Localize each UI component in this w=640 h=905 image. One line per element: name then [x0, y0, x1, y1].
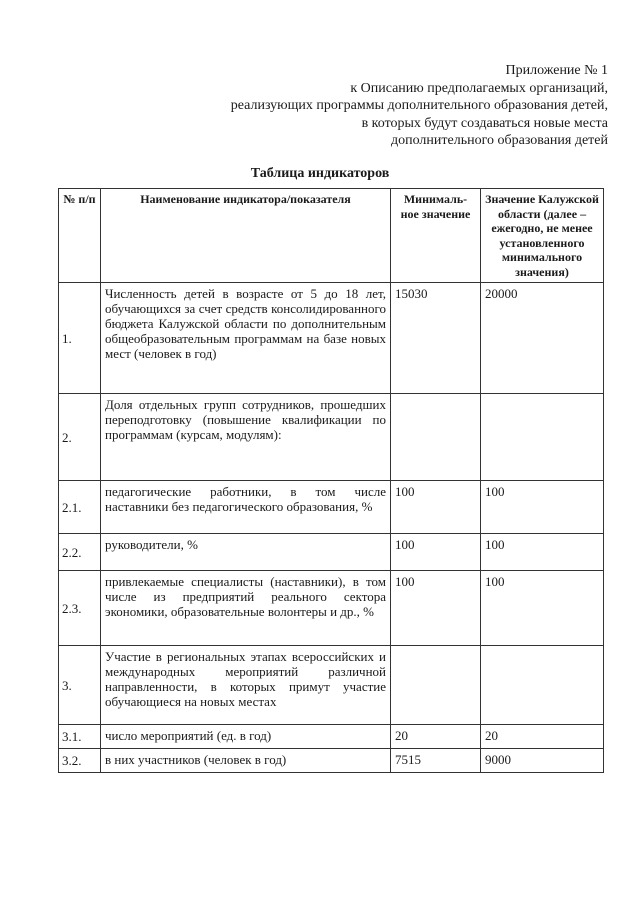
row-num: 3.	[59, 646, 101, 725]
row-num: 2.2.	[59, 534, 101, 571]
row-min: 20	[391, 725, 481, 749]
table-row	[59, 646, 604, 725]
row-name: Доля отдельных групп сотрудников, прошедших переподготовку (повышение квалификации по программам (курсам, модулям):	[101, 394, 391, 481]
row-min	[391, 646, 481, 725]
row-region: 20	[481, 725, 604, 749]
row-num: 3.2.	[59, 749, 101, 773]
row-min	[391, 394, 481, 481]
row-region: 9000	[481, 749, 604, 773]
row-name: руководители, %	[101, 534, 391, 571]
table-row	[59, 534, 604, 571]
row-name: Численность детей в возрасте от 5 до 18 лет, обучающихся за счет средств консолидированного бюджета Калужской области по дополнительным общеобразовательным программам на базе новых мест (человек в год)	[101, 283, 391, 394]
row-name: педагогические работники, в том числе наставники без педагогического образования, %	[101, 481, 391, 534]
row-num: 2.	[59, 394, 101, 481]
row-name: число мероприятий (ед. в год)	[101, 725, 391, 749]
annex-line: дополнительного образования детей	[391, 133, 608, 148]
table-row	[59, 481, 604, 534]
annex-line: к Описанию предполагаемых организаций,	[350, 80, 608, 96]
annex-line: Приложение № 1	[505, 63, 608, 78]
row-region: 100	[481, 571, 604, 646]
row-region: 100	[481, 534, 604, 571]
table-row	[59, 571, 604, 646]
annex-header	[231, 62, 608, 150]
header-region: Значение Калужской области (далее – ежегодно, не менее установленного минимального значения)	[481, 189, 604, 283]
table-row	[59, 749, 604, 773]
row-name: привлекаемые специалисты (наставники), в том числе из предприятий реального сектора экономики, образовательные волонтеры и др., %	[101, 571, 391, 646]
row-min: 100	[391, 571, 481, 646]
row-num: 2.1.	[59, 481, 101, 534]
row-num: 2.3.	[59, 571, 101, 646]
row-min: 15030	[391, 283, 481, 394]
header-name: Наименование индикатора/показателя	[101, 189, 391, 283]
document-title: Таблица индикаторов	[250, 166, 390, 181]
row-num: 1.	[59, 283, 101, 394]
annex-line: реализующих программы дополнительного образования детей,	[230, 98, 608, 113]
indicators-table	[58, 188, 604, 773]
header-num: № п/п	[59, 189, 101, 283]
row-name: в них участников (человек в год)	[101, 749, 391, 773]
row-region: 20000	[481, 283, 604, 394]
row-region	[481, 394, 604, 481]
row-min: 100	[391, 481, 481, 534]
annex-line: в которых будут создаваться новые места	[361, 115, 608, 131]
table-row	[59, 394, 604, 481]
row-region	[481, 646, 604, 725]
table-header-row	[59, 189, 604, 283]
row-min: 100	[391, 534, 481, 571]
table-row	[59, 725, 604, 749]
row-num: 3.1.	[59, 725, 101, 749]
row-name: Участие в региональных этапах всероссийских и международных мероприятий различной направленности, в которых примут участие обучающиеся на новых местах	[101, 646, 391, 725]
row-region: 100	[481, 481, 604, 534]
table-row	[59, 283, 604, 394]
row-min: 7515	[391, 749, 481, 773]
header-min: Минималь-ное значение	[391, 189, 481, 283]
